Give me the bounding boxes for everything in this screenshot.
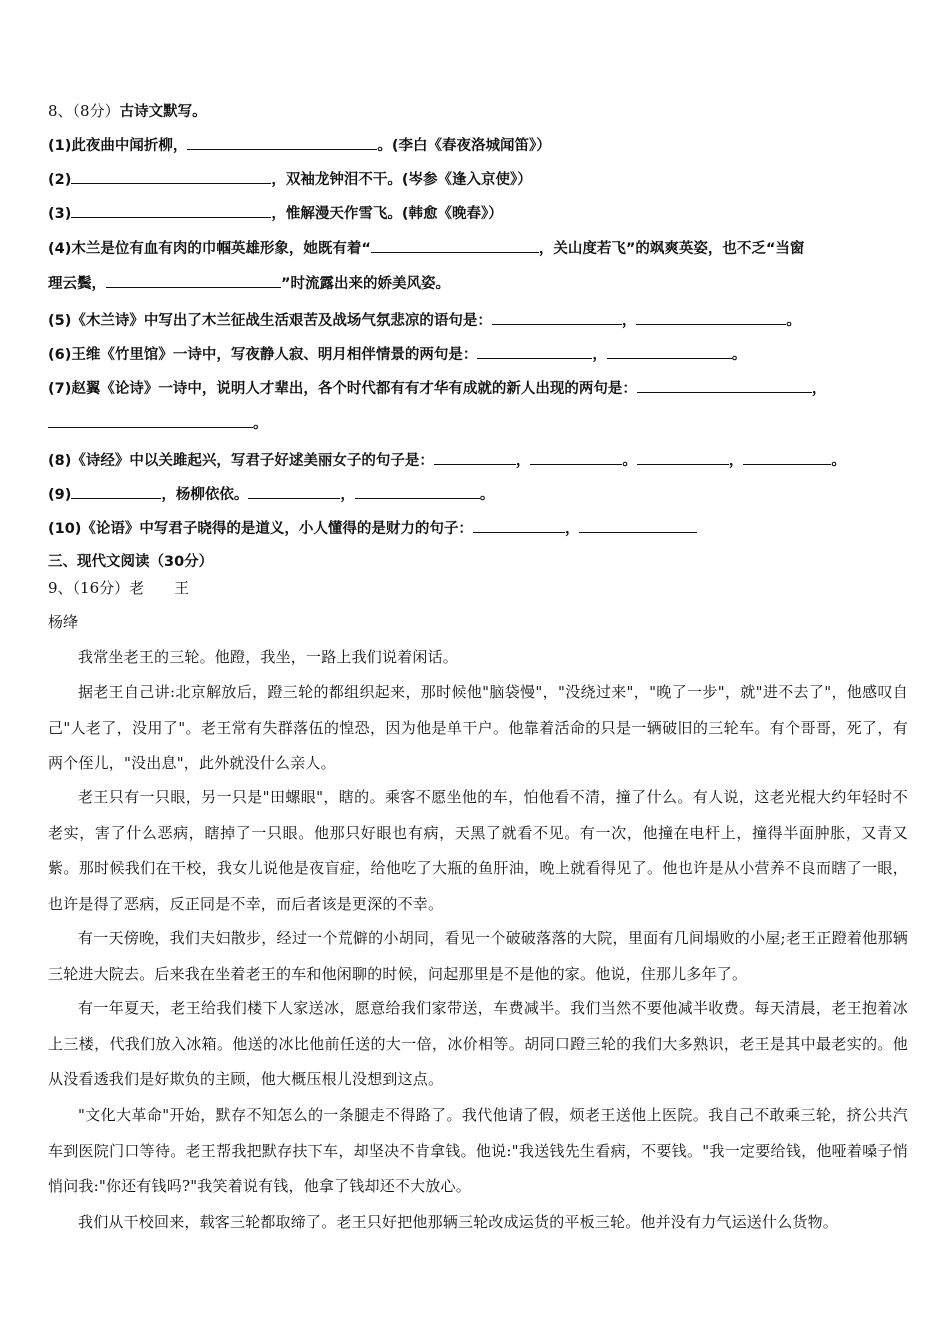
q8-item-9 xyxy=(48,484,494,505)
q8-item-5-text-c: 。 xyxy=(786,313,801,329)
answer-blank[interactable] xyxy=(473,518,565,533)
answer-blank[interactable] xyxy=(477,344,592,359)
answer-blank[interactable] xyxy=(492,310,622,325)
q8-item-7-text-a: (7)赵翼《论诗》一诗中，说明人才辈出，各个时代都有有才华有成就的新人出现的两句是： xyxy=(48,381,637,397)
answer-blank[interactable] xyxy=(637,450,729,465)
question-9-header: 9、（16分）老 王 xyxy=(48,579,190,597)
article-author: 杨绛 xyxy=(48,613,79,631)
q8-item-2-text-a: (2) xyxy=(48,172,72,188)
q8-item-7 xyxy=(48,378,826,399)
q8-item-1 xyxy=(48,135,551,156)
article-paragraph: "文化大革命"开始，默存不知怎么的一条腿走不得路了。我代他请了假，烦老王送他上医院。我自己不敢乘三轮，挤公共汽车到医院门口等待。老王帮我把默存扶下车，却坚决不肯拿钱。他说:"我送钱先生看病，不要钱。"我一定要给钱，他哑着嗓子悄悄问我:"你还有钱吗?"我笑着说有钱，他拿了钱却还不大放心。 xyxy=(48,1106,908,1195)
q8-item-7-text-b: ， xyxy=(811,381,827,397)
q8-item-3-text-a: (3) xyxy=(48,206,72,222)
q8-item-2-text-b: ，双袖龙钟泪不干。(岑参《逢入京使》） xyxy=(271,172,532,188)
q8-item-10-text-a: (10)《论语》中写君子晓得的是道义，小人懂得的是财力的句子： xyxy=(48,521,473,537)
q8-item-9-text-a: (9) xyxy=(48,487,72,503)
q8-item-5-text-b: ， xyxy=(621,313,637,329)
answer-blank[interactable] xyxy=(579,518,697,533)
answer-blank[interactable] xyxy=(607,344,732,359)
q8-item-5 xyxy=(48,310,801,331)
q8-item-4-text-d: ”时流露出来的娇美风姿。 xyxy=(281,276,451,292)
answer-blank[interactable] xyxy=(637,378,812,393)
q8-item-4 xyxy=(48,238,804,259)
answer-blank[interactable] xyxy=(248,484,340,499)
section-3-title: 三、现代文阅读（30分） xyxy=(48,554,214,570)
answer-blank[interactable] xyxy=(71,203,271,218)
q8-item-2 xyxy=(48,169,532,190)
question-8-header xyxy=(48,101,207,122)
q8-item-8-text-d: ， xyxy=(728,453,744,469)
answer-blank[interactable] xyxy=(71,169,271,184)
answer-blank[interactable] xyxy=(743,450,831,465)
q8-item-5-text-a: (5)《木兰诗》中写出了木兰征战生活艰苦及战场气氛悲凉的语句是： xyxy=(48,313,492,329)
q8-item-1-text-a: (1)此夜曲中闻折柳， xyxy=(48,138,188,154)
answer-blank[interactable] xyxy=(106,273,281,288)
q8-item-6-text-a: (6)王维《竹里馆》一诗中，写夜静人寂、明月相伴情景的两句是： xyxy=(48,347,478,363)
answer-blank[interactable] xyxy=(434,450,516,465)
question-8-title: 古诗文默写。 xyxy=(119,104,207,120)
q8-item-3-text-b: ，惟解漫天作雪飞。(韩愈《晚春》） xyxy=(271,206,503,222)
answer-blank[interactable] xyxy=(530,450,622,465)
q8-item-3 xyxy=(48,203,503,224)
q8-item-4-cont xyxy=(48,273,450,294)
q8-item-10 xyxy=(48,518,697,539)
article-paragraph: 有一年夏天，老王给我们楼下人家送冰，愿意给我们家带送，车费减半。我们当然不要他减半收费。每天清晨，老王抱着冰上三楼，代我们放入冰箱。他送的冰比他前任送的大一倍，冰价相等。胡同口蹬三轮的我们大多熟识，老王是其中最老实的。他从没看透我们是好欺负的主顾，他大概压根儿没想到这点。 xyxy=(48,999,908,1088)
answer-blank[interactable] xyxy=(187,135,377,150)
q8-item-4-text-a: (4)木兰是位有血有肉的巾帼英雄形象，她既有着“ xyxy=(48,241,371,257)
answer-blank[interactable] xyxy=(48,413,253,428)
q8-item-7-cont xyxy=(48,413,268,434)
article-paragraph: 有一天傍晚，我们夫妇散步，经过一个荒僻的小胡同，看见一个破破落落的大院，里面有几间塌败的小屋;老王正蹬着他那辆三轮进大院去。后来我在坐着老王的车和他闲聊的时候，问起那里是不是他的家。他说，住那儿多年了。 xyxy=(48,929,908,983)
q8-item-8-text-c: 。 xyxy=(622,453,637,469)
q8-item-6-text-b: ， xyxy=(592,347,607,363)
q8-item-4-text-c: 理云鬓， xyxy=(48,276,106,292)
q8-item-1-text-b: 。(李白《春夜洛城闻笛》） xyxy=(377,138,551,154)
q8-item-6-text-c: 。 xyxy=(731,347,747,363)
question-8-number: 8、（8分） xyxy=(48,102,120,120)
answer-blank[interactable] xyxy=(636,310,786,325)
answer-blank[interactable] xyxy=(71,484,161,499)
q8-item-7-text-c: 。 xyxy=(253,416,268,432)
q8-item-6 xyxy=(48,344,746,365)
q8-item-9-text-b: ，杨柳依依。 xyxy=(161,487,249,503)
q8-item-4-text-b: ，关山度若飞”的飒爽英姿，也不乏“当窗 xyxy=(538,241,805,257)
article-paragraph: 我们从干校回来，载客三轮都取缔了。老王只好把他那辆三轮改成运货的平板三轮。他并没有力气运送什么货物。 xyxy=(78,1213,839,1231)
q8-item-9-text-c: ， xyxy=(340,487,355,503)
q8-item-8-text-e: 。 xyxy=(831,453,846,469)
q8-item-8-text-a: (8)《诗经》中以关雎起兴，写君子好逑美丽女子的句子是： xyxy=(48,453,434,469)
article-paragraph: 我常坐老王的三轮。他蹬，我坐，一路上我们说着闲话。 xyxy=(78,648,459,666)
q8-item-9-text-d: 。 xyxy=(479,487,495,503)
article-paragraph: 老王只有一只眼，另一只是"田螺眼"，瞎的。乘客不愿坐他的车，怕他看不清，撞了什么。有人说，这老光棍大约年轻时不老实，害了什么恶病，瞎掉了一只眼。他那只好眼也有病，天黑了就看不见。有一次，他撞在电杆上，撞得半面肿胀，又青又紫。那时候我们在干校，我女儿说他是夜盲症，给他吃了大瓶的鱼肝油，晚上就看得见了。他也许是从小营养不良而瞎了一眼，也许是得了恶病，反正同是不幸，而后者该是更深的不幸。 xyxy=(48,788,908,913)
q8-item-8-text-b: ， xyxy=(515,453,531,469)
answer-blank[interactable] xyxy=(355,484,480,499)
q8-item-8 xyxy=(48,450,846,471)
article-paragraph: 据老王自己讲:北京解放后，蹬三轮的都组织起来，那时候他"脑袋慢"，"没绕过来"，"晚了一步"，就"进不去了"，他感叹自己"人老了，没用了"。老王常有失群落伍的惶恐，因为他是单干户。他靠着活命的只是一辆破旧的三轮车。有个哥哥，死了，有两个侄儿，"没出息"，此外就没什么亲人。 xyxy=(48,683,908,772)
q8-item-10-text-b: ， xyxy=(564,521,580,537)
answer-blank[interactable] xyxy=(371,238,539,253)
